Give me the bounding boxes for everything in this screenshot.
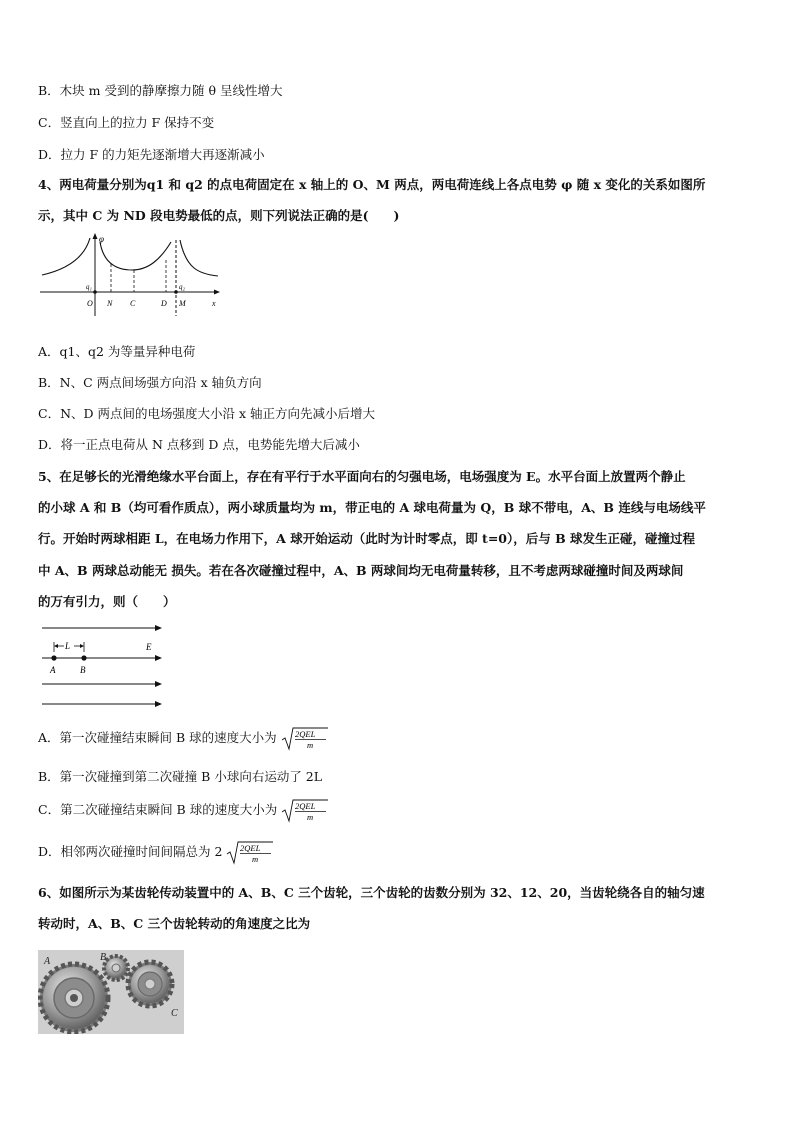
question-5-line2: 的小球 A 和 B（均可看作质点），两小球质量均为 m，带正电的 A 球电荷量为 Q，B 球不带电，A、B 连线与电场线平	[38, 500, 706, 515]
q5-option-a	[38, 726, 329, 750]
q2-label: q₂	[179, 283, 185, 291]
point-o-label: O	[87, 299, 93, 308]
svg-text:2QEL: 2QEL	[295, 800, 316, 811]
svg-text:2QEL: 2QEL	[294, 728, 315, 739]
svg-text:2QEL: 2QEL	[240, 842, 261, 853]
q5-option-b: B．第一次碰撞到第二次碰撞 B 小球向右运动了 2L	[38, 769, 323, 784]
q5-option-c	[38, 798, 329, 822]
svg-text:m: m	[252, 853, 259, 864]
q5-option-d	[38, 840, 274, 864]
option-c-prev: C．竖直向上的拉力 F 保持不变	[38, 115, 215, 130]
electric-field-figure	[38, 620, 168, 712]
question-6-line2: 转动时，A、B、C 三个齿轮转动的角速度之比为	[38, 916, 311, 931]
question-5-line1: 5、在足够长的光滑绝缘水平台面上，存在有平行于水平面向右的匀强电场，电场强度为 E。水平台面上放置两个静止	[38, 469, 686, 484]
q5-option-a-text: A．第一次碰撞结束瞬间 B 球的速度大小为	[38, 730, 277, 745]
ball-a-label: A	[50, 665, 56, 675]
sqrt-2qel-over-m	[226, 841, 274, 865]
point-n-label: N	[107, 299, 113, 308]
field-e-label: E	[146, 642, 152, 652]
gear-c-label: C	[171, 1008, 178, 1019]
x-axis-label: x	[212, 299, 216, 308]
gear-figure	[38, 950, 184, 1034]
question-5-line3: 行。开始时两球相距 L，在电场力作用下，A 球开始运动（此时为计时零点，即 t=0），后与 B 球发生正碰，碰撞过程	[38, 531, 696, 546]
point-d-label: D	[161, 299, 167, 308]
sqrt-2qel-over-m	[281, 727, 329, 751]
q4-option-d: D．将一正点电荷从 N 点移到 D 点，电势能先增大后减小	[38, 437, 360, 452]
gear-b-icon	[104, 956, 128, 980]
gear-a-label: A	[44, 956, 51, 967]
question-5-line5: 的万有引力，则（ ）	[38, 594, 176, 609]
question-4-line1: 4、两电荷量分别为q1 和 q2 的点电荷固定在 x 轴上的 O、M 两点，两电荷连线上各点电势 φ 随 x 变化的关系如图所	[38, 177, 706, 192]
gear-a-icon	[40, 964, 108, 1032]
option-d-prev: D．拉力 F 的力矩先逐渐增大再逐渐减小	[38, 147, 265, 162]
distance-l-label: L	[65, 641, 71, 651]
q4-option-a: A．q1、q2 为等量异种电荷	[38, 344, 196, 359]
sqrt-2qel-over-m	[281, 799, 329, 823]
q5-option-c-text: C．第二次碰撞结束瞬间 B 球的速度大小为	[38, 802, 278, 817]
q4-option-c: C．N、D 两点间的电场强度大小沿 x 轴正方向先减小后增大	[38, 406, 375, 421]
question-5-line4: 中 A、B 两球总动能无 损失。若在各次碰撞过程中，A、B 两球间均无电荷量转移，且不考虑两球碰撞时间及两球间	[38, 563, 684, 578]
gear-c-icon	[128, 962, 172, 1006]
q5-option-d-text: D．相邻两次碰撞时间间隔总为 2	[38, 844, 223, 859]
question-6-line1: 6、如图所示为某齿轮传动装置中的 A、B、C 三个齿轮，三个齿轮的齿数分别为 32、12、20，当齿轮绕各自的轴匀速	[38, 885, 705, 900]
q4-option-b: B．N、C 两点间场强方向沿 x 轴负方向	[38, 375, 262, 390]
point-c-label: C	[130, 299, 136, 308]
q1-label: q₁	[86, 283, 92, 291]
question-4-line2: 示，其中 C 为 ND 段电势最低的点，则下列说法正确的是( )	[38, 208, 400, 223]
option-b-prev: B．木块 m 受到的静摩擦力随 θ 呈线性增大	[38, 83, 283, 98]
ball-b-label: B	[80, 665, 86, 675]
phi-label: φ	[99, 234, 104, 244]
svg-text:m: m	[307, 811, 314, 822]
svg-text:m: m	[306, 739, 313, 750]
point-m-label: M	[179, 299, 186, 308]
potential-graph-figure	[38, 230, 222, 318]
gear-b-label: B	[100, 952, 107, 963]
